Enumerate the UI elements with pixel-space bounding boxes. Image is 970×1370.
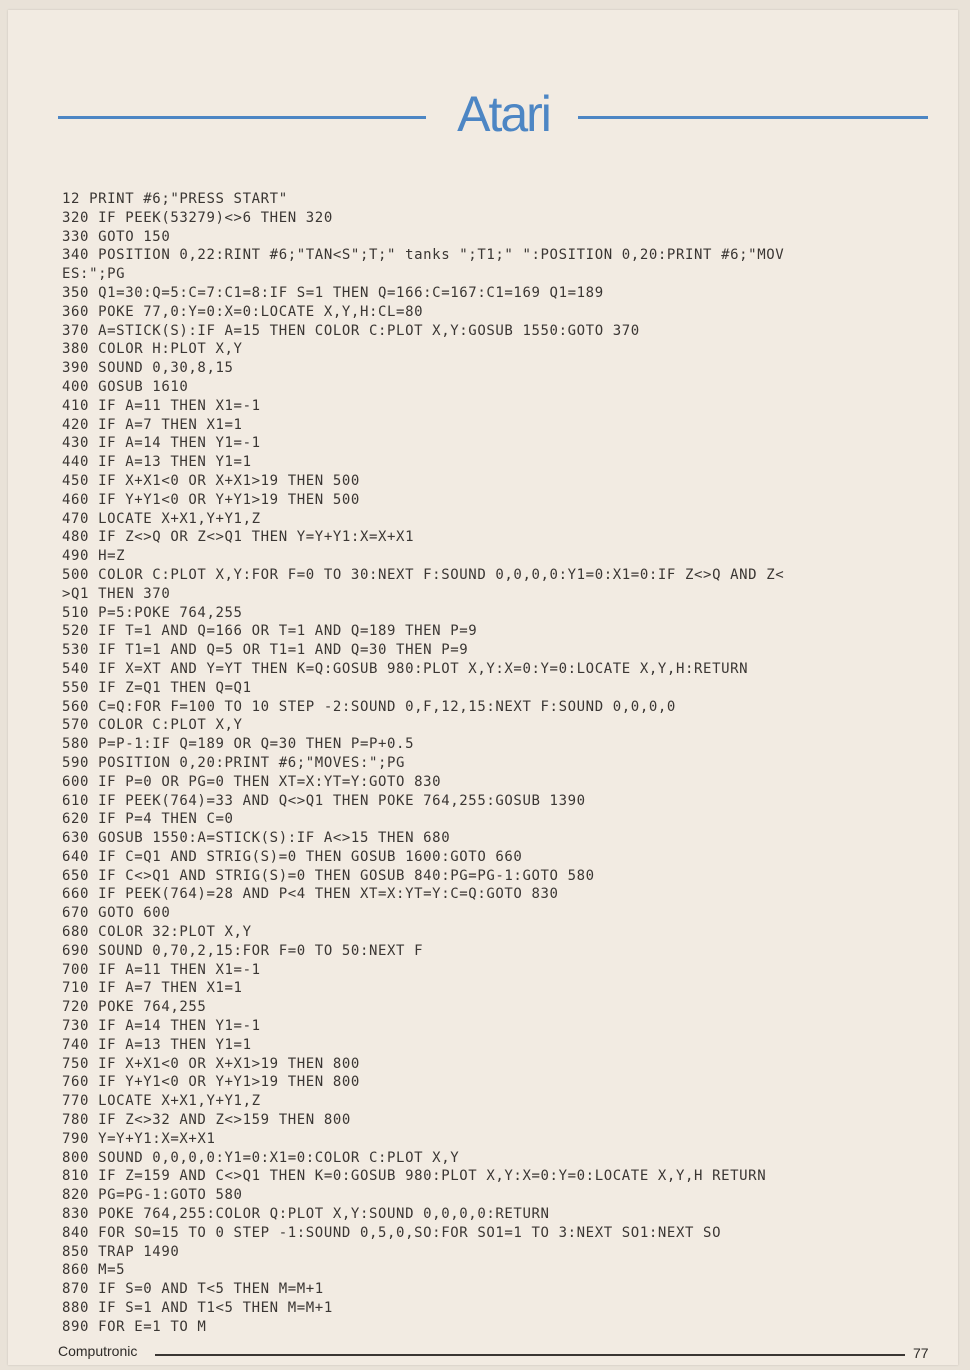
magazine-name: Computronic: [58, 1343, 138, 1359]
code-line: 640 IF C=Q1 AND STRIG(S)=0 THEN GOSUB 1600:GOTO 660: [62, 848, 523, 865]
code-line: 520 IF T=1 AND Q=166 OR T=1 AND Q=189 THEN P=9: [62, 623, 478, 640]
footer-rule: [155, 1354, 905, 1356]
section-title: Atari: [457, 86, 550, 142]
code-line: 820 PG=PG-1:GOTO 580: [62, 1187, 243, 1204]
code-line: 710 IF A=7 THEN X1=1: [62, 980, 243, 997]
code-line: 360 POKE 77,0:Y=0:X=0:LOCATE X,Y,H:CL=80: [62, 303, 424, 320]
code-line: 780 IF Z<>32 AND Z<>159 THEN 800: [62, 1112, 351, 1129]
code-line: 470 LOCATE X+X1,Y+Y1,Z: [62, 510, 261, 527]
code-line: 860 M=5: [62, 1262, 126, 1279]
code-line: 450 IF X+X1<0 OR X+X1>19 THEN 500: [62, 472, 360, 489]
code-line: 720 POKE 764,255: [62, 999, 207, 1016]
code-line: 580 P=P-1:IF Q=189 OR Q=30 THEN P=P+0.5: [62, 736, 415, 753]
code-line: 490 H=Z: [62, 548, 126, 565]
page-number: 77: [913, 1345, 929, 1361]
code-line: 690 SOUND 0,70,2,15:FOR F=0 TO 50:NEXT F: [62, 942, 424, 959]
code-line: 410 IF A=11 THEN X1=-1: [62, 397, 261, 414]
section-header: [58, 86, 928, 150]
code-line: 500 COLOR C:PLOT X,Y:FOR F=0 TO 30:NEXT F:SOUND 0,0,0,0:Y1=0:X1=0:IF Z<>Q AND Z<: [62, 566, 785, 583]
code-line: 650 IF C<>Q1 AND STRIG(S)=0 THEN GOSUB 840:PG=PG-1:GOTO 580: [62, 867, 595, 884]
code-line: 370 A=STICK(S):IF A=15 THEN COLOR C:PLOT X,Y:GOSUB 1550:GOTO 370: [62, 322, 640, 339]
code-line: 560 C=Q:FOR F=100 TO 10 STEP -2:SOUND 0,F,12,15:NEXT F:SOUND 0,0,0,0: [62, 698, 676, 715]
code-line: ES:";PG: [62, 266, 126, 283]
code-line: 320 IF PEEK(53279)<>6 THEN 320: [62, 209, 333, 226]
code-line: 460 IF Y+Y1<0 OR Y+Y1>19 THEN 500: [62, 491, 360, 508]
code-line: 680 COLOR 32:PLOT X,Y: [62, 924, 252, 941]
code-line: 670 GOTO 600: [62, 905, 171, 922]
code-line: 610 IF PEEK(764)=33 AND Q<>Q1 THEN POKE 764,255:GOSUB 1390: [62, 792, 586, 809]
code-line: 390 SOUND 0,30,8,15: [62, 360, 234, 377]
code-line: 840 FOR SO=15 TO 0 STEP -1:SOUND 0,5,0,SO:FOR SO1=1 TO 3:NEXT SO1:NEXT SO: [62, 1224, 722, 1241]
code-line: 830 POKE 764,255:COLOR Q:PLOT X,Y:SOUND 0,0,0,0:RETURN: [62, 1206, 550, 1223]
code-line: 380 COLOR H:PLOT X,Y: [62, 341, 243, 358]
code-line: 800 SOUND 0,0,0,0:Y1=0:X1=0:COLOR C:PLOT X,Y: [62, 1149, 460, 1166]
code-line: 550 IF Z=Q1 THEN Q=Q1: [62, 679, 252, 696]
code-line: 630 GOSUB 1550:A=STICK(S):IF A<>15 THEN 680: [62, 830, 451, 847]
code-line: 760 IF Y+Y1<0 OR Y+Y1>19 THEN 800: [62, 1074, 360, 1091]
header-rule-right: [578, 116, 928, 119]
code-line: 740 IF A=13 THEN Y1=1: [62, 1036, 252, 1053]
code-line: 850 TRAP 1490: [62, 1243, 180, 1260]
code-line: 590 POSITION 0,20:PRINT #6;"MOVES:";PG: [62, 754, 406, 771]
code-line: 750 IF X+X1<0 OR X+X1>19 THEN 800: [62, 1055, 360, 1072]
page-footer: [58, 1342, 938, 1364]
code-line: 12 PRINT #6;"PRESS START": [62, 191, 288, 207]
code-line: 440 IF A=13 THEN Y1=1: [62, 454, 252, 471]
code-line: 620 IF P=4 THEN C=0: [62, 811, 234, 828]
code-line: >Q1 THEN 370: [62, 585, 171, 602]
code-line: 350 Q1=30:Q=5:C=7:C1=8:IF S=1 THEN Q=166:C=167:C1=169 Q1=189: [62, 284, 604, 301]
code-line: 770 LOCATE X+X1,Y+Y1,Z: [62, 1093, 261, 1110]
magazine-page: [8, 10, 958, 1365]
code-line: 880 IF S=1 AND T1<5 THEN M=M+1: [62, 1300, 333, 1317]
code-line: 700 IF A=11 THEN X1=-1: [62, 961, 261, 978]
code-line: 540 IF X=XT AND Y=YT THEN K=Q:GOSUB 980:PLOT X,Y:X=0:Y=0:LOCATE X,Y,H:RETURN: [62, 660, 749, 677]
code-line: 530 IF T1=1 AND Q=5 OR T1=1 AND Q=30 THEN P=9: [62, 642, 469, 659]
code-line: 330 GOTO 150: [62, 228, 171, 245]
code-line: 400 GOSUB 1610: [62, 378, 189, 395]
code-line: 600 IF P=0 OR PG=0 THEN XT=X:YT=Y:GOTO 830: [62, 773, 442, 790]
code-line: 660 IF PEEK(764)=28 AND P<4 THEN XT=X:YT=Y:C=Q:GOTO 830: [62, 886, 559, 903]
code-line: 430 IF A=14 THEN Y1=-1: [62, 435, 261, 452]
code-line: 570 COLOR C:PLOT X,Y: [62, 717, 243, 734]
code-line: 810 IF Z=159 AND C<>Q1 THEN K=0:GOSUB 980:PLOT X,Y:X=0:Y=0:LOCATE X,Y,H RETURN: [62, 1168, 767, 1185]
code-line: 790 Y=Y+Y1:X=X+X1: [62, 1130, 216, 1147]
code-line: 730 IF A=14 THEN Y1=-1: [62, 1018, 261, 1035]
basic-program-listing: [62, 190, 942, 1337]
code-line: 510 P=5:POKE 764,255: [62, 604, 243, 621]
code-line: 420 IF A=7 THEN X1=1: [62, 416, 243, 433]
code-line: 890 FOR E=1 TO M: [62, 1318, 207, 1335]
header-rule-left: [58, 116, 426, 119]
code-line: 340 POSITION 0,22:RINT #6;"TAN<S";T;" tanks ";T1;" ":POSITION 0,20:PRINT #6;"MOV: [62, 247, 785, 264]
code-line: 870 IF S=0 AND T<5 THEN M=M+1: [62, 1281, 324, 1298]
code-line: 480 IF Z<>Q OR Z<>Q1 THEN Y=Y+Y1:X=X+X1: [62, 529, 415, 546]
